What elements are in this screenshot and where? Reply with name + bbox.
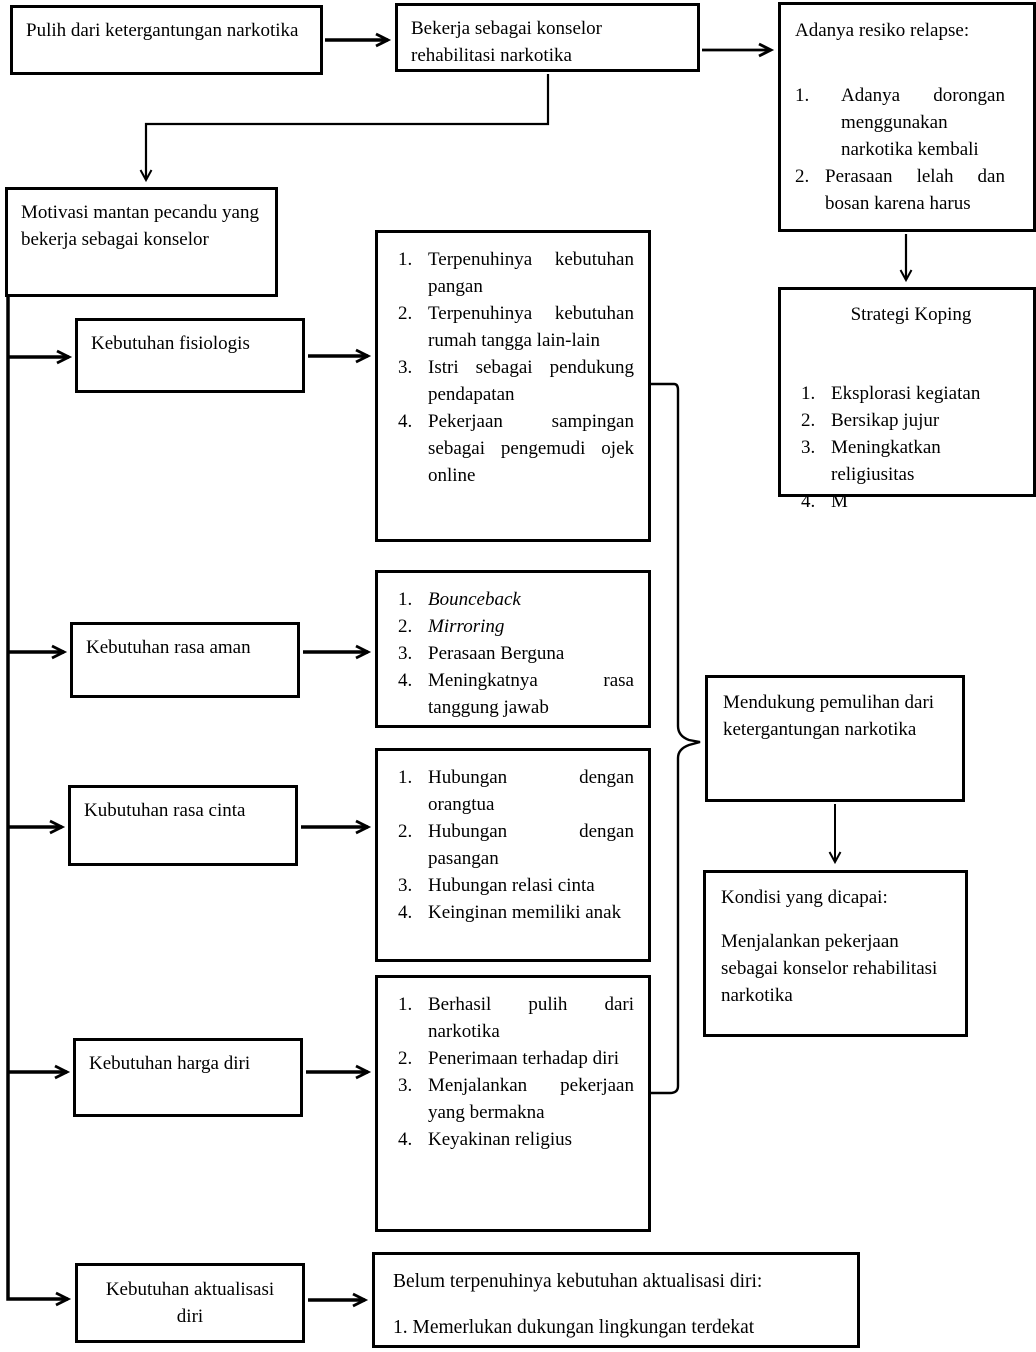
- list-item: Perasaan lelah dan bosan karena harus: [825, 166, 1005, 214]
- box-kebutuhan-rasa-aman: [70, 622, 300, 698]
- box-strategi-title: Strategi Koping: [850, 304, 972, 325]
- list-item: Terpenuhinya kebutuhan pangan: [428, 249, 634, 297]
- box-motivasi-text: Motivasi mantan pecandu yang bekerja sebagai konselor: [21, 202, 259, 250]
- spine-motivasi-kebutuhan: [8, 296, 68, 1299]
- list-item: Mirroring: [428, 616, 505, 637]
- box-pulih-text: Pulih dari ketergantungan narkotika: [26, 20, 299, 41]
- list-item: Bersikap jujur: [831, 410, 940, 431]
- box-mendukung-text: Mendukung pemulihan dari ketergantungan narkotika: [723, 692, 935, 740]
- box-aktualisasi-text: Kebutuhan aktualisasi diri: [105, 1279, 275, 1327]
- box-kondisi-yang-dicapai: [703, 870, 968, 1037]
- box-pulih-dari-ketergantungan: [10, 5, 323, 75]
- box-bekerja-sebagai-konselor: [395, 3, 700, 72]
- list-item: Adanya dorongan menggunakan narkotika kembali: [841, 85, 1005, 160]
- list-item: Bounceback: [428, 589, 521, 610]
- box-kebutuhan-rasa-cinta: [68, 785, 298, 866]
- list-item: Meningkatkan religiusitas: [831, 437, 941, 485]
- list-item: Meningkatnya rasa tanggung jawab: [428, 670, 634, 718]
- harga-diri-list: [398, 991, 634, 1153]
- rasa-aman-list: [398, 586, 634, 721]
- list-item: Eksplorasi kegiatan: [831, 383, 981, 404]
- box-belum-item: 1. Memerlukan dukungan lingkungan terdekat: [393, 1317, 755, 1338]
- box-strategi-koping: [778, 287, 1036, 512]
- box-kondisi-body: Menjalankan pekerjaan sebagai konselor rehabilitasi narkotika: [721, 931, 938, 1006]
- box-kondisi-title: Kondisi yang dicapai:: [721, 887, 888, 908]
- box-harga-text: Kebutuhan harga diri: [89, 1053, 251, 1074]
- fisiologis-list: [398, 246, 634, 489]
- box-belum-title: Belum terpenuhinya kebutuhan aktualisasi diri:: [393, 1271, 763, 1292]
- list-item-clipped: M: [831, 491, 848, 512]
- box-resiko-title: Adanya resiko relapse:: [795, 20, 970, 41]
- brace-lists-mendukung: [651, 384, 700, 1093]
- rasa-cinta-list: [398, 764, 634, 926]
- list-item: Berhasil pulih dari narkotika: [428, 994, 634, 1042]
- box-kebutuhan-aktualisasi-diri: [75, 1263, 305, 1343]
- box-detail-rasa-cinta: [375, 748, 651, 962]
- list-item: Terpenuhinya kebutuhan rumah tangga lain-lain: [428, 303, 634, 351]
- list-item: Keyakinan religius: [428, 1129, 573, 1150]
- box-mendukung-pemulihan: [705, 675, 965, 802]
- box-detail-fisiologis: [375, 230, 651, 542]
- list-item: Istri sebagai pendukung pendapatan: [428, 357, 634, 405]
- box-fisiologis-text: Kebutuhan fisiologis: [91, 333, 250, 354]
- list-item: Penerimaan terhadap diri: [428, 1048, 619, 1069]
- list-item: Perasaan Berguna: [428, 643, 565, 664]
- box-kebutuhan-harga-diri: [73, 1038, 303, 1117]
- list-item: Hubungan relasi cinta: [428, 875, 595, 896]
- box-belum-terpenuhi-aktualisasi: [372, 1252, 860, 1348]
- box-motivasi-mantan-pecandu: [5, 187, 278, 297]
- resiko-list: [795, 82, 1019, 217]
- box-aman-text: Kebutuhan rasa aman: [86, 637, 251, 658]
- strategi-list: [801, 380, 1021, 515]
- list-item: Menjalankan pekerjaan yang bermakna: [428, 1075, 634, 1123]
- list-item: Hubungan dengan orangtua: [428, 767, 634, 815]
- list-item: Pekerjaan sampingan sebagai pengemudi ojek online: [428, 411, 634, 486]
- box-detail-harga-diri: [375, 975, 651, 1232]
- box-cinta-text: Kubutuhan rasa cinta: [84, 800, 246, 821]
- box-detail-rasa-aman: [375, 570, 651, 728]
- box-bekerja-text: Bekerja sebagai konselor rehabilitasi narkotika: [411, 18, 602, 66]
- arrow-bekerja-motivasi: [146, 74, 548, 180]
- box-kebutuhan-fisiologis: [75, 318, 305, 393]
- list-item: Hubungan dengan pasangan: [428, 821, 634, 869]
- box-resiko-relapse: [778, 2, 1036, 232]
- list-item: Keinginan memiliki anak: [428, 902, 622, 923]
